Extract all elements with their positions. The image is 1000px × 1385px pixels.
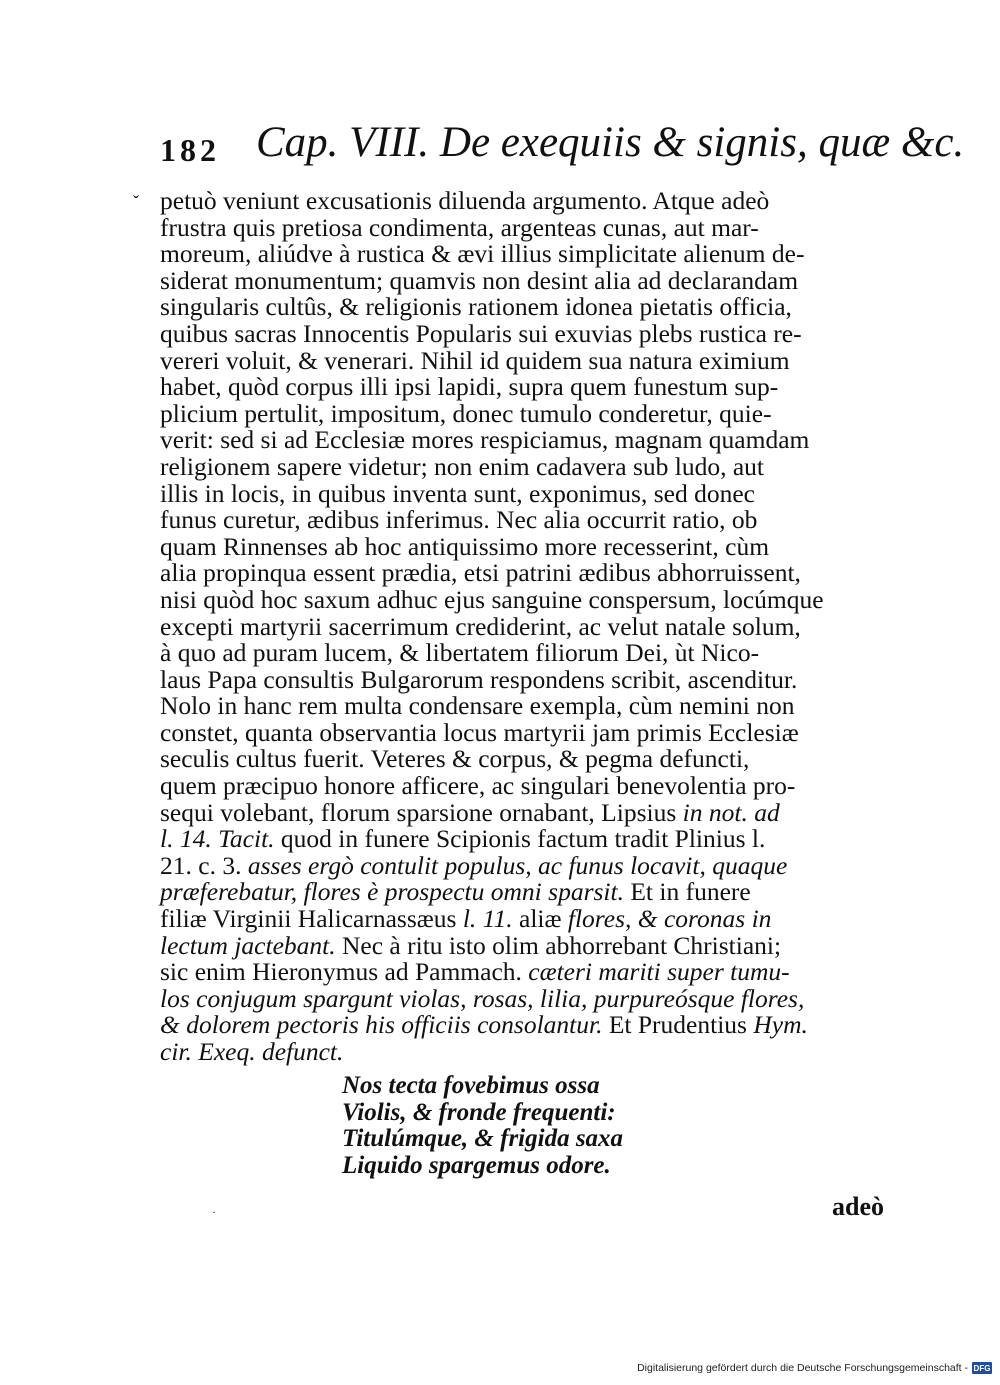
running-title: Cap. VIII. De exequiis & signis, quæ &c.	[256, 119, 965, 166]
text-line	[160, 664, 890, 694]
stray-mark: ·	[212, 1205, 216, 1219]
italic-segment: asses ergò contulit populus, ac funus locavit, quaque	[247, 850, 788, 880]
text-line	[160, 746, 890, 773]
page-number: 182	[160, 132, 220, 168]
text-segment: sic enim Hieronymus ad Pammach.	[160, 957, 529, 987]
text-line	[160, 930, 890, 960]
text-segment: seculis cultus fuerit. Veteres & corpus, & pegma defuncti,	[160, 744, 750, 774]
text-segment: quam Rinnenses ab hoc antiquissimo more recesserint, cùm	[160, 531, 770, 561]
body-text	[160, 188, 890, 1066]
italic-segment: lectum jactebant.	[160, 930, 336, 960]
text-segment: Nolo in hanc rem multa condensare exempla, cùm nemini non	[160, 691, 795, 721]
text-line	[160, 826, 890, 853]
verse-line: Liquido spargemus odore.	[342, 1151, 611, 1179]
digitization-footer	[637, 1361, 992, 1375]
text-segment: à quo ad puram lucem, & libertatem filiorum Dei, ùt Nico-	[160, 638, 760, 668]
text-line	[160, 1039, 890, 1066]
text-line	[160, 451, 890, 481]
text-line	[160, 879, 890, 906]
verse-line: Nos tecta fovebimus ossa	[342, 1072, 600, 1099]
text-line	[160, 478, 890, 508]
text-segment: excepti martyrii sacerrimum crediderint, ac velut natale solum,	[160, 611, 801, 641]
text-segment: religionem sapere videtur; non enim cadavera sub ludo, aut	[160, 451, 765, 481]
stray-mark: ˇ	[133, 192, 139, 212]
text-line	[160, 265, 890, 295]
verse-quotation	[342, 1073, 742, 1179]
italic-segment: l. 11.	[462, 904, 513, 934]
text-segment: siderat monumentum; quamvis non desint alia ad declarandam	[160, 265, 799, 295]
text-line	[160, 560, 890, 587]
italic-segment: cæteri mariti super tumu-	[528, 957, 790, 987]
text-segment: plicium pertulit, impositum, donec tumulo conderetur, quie-	[160, 398, 772, 428]
text-line	[160, 983, 890, 1013]
text-segment: quibus sacras Innocentis Popularis sui exuvias plebs rustica re-	[160, 318, 802, 348]
italic-segment: Hym.	[753, 1010, 808, 1040]
text-line	[160, 188, 890, 215]
text-segment: singularis cultûs, & religionis rationem idonea pietatis officia,	[160, 292, 792, 322]
text-line	[160, 318, 890, 348]
italic-segment: in not. ad	[682, 797, 780, 827]
text-line	[160, 1012, 890, 1039]
text-line	[160, 427, 890, 454]
text-segment: constet, quanta observantia locus martyrii jam primis Ecclesiæ	[160, 717, 799, 747]
text-line	[160, 693, 890, 720]
text-segment: Nec à ritu isto olim abhorrebant Christiani;	[335, 930, 782, 960]
text-line	[160, 374, 890, 401]
text-segment: frustra quis pretiosa condimenta, argenteas cunas, aut mar-	[160, 212, 759, 242]
text-segment: vereri voluit, & venerari. Nihil id quidem sua natura eximium	[160, 345, 790, 375]
text-line	[160, 212, 890, 242]
italic-segment: præferebatur, flores è prospectu omni sparsit.	[160, 877, 624, 907]
text-segment: laus Papa consultis Bulgarorum respondens scribit, ascenditur.	[160, 664, 798, 694]
italic-segment: cir. Exeq. defunct.	[160, 1037, 344, 1066]
verse-line: Titulúmque, & frigida saxa	[342, 1125, 624, 1153]
text-line	[160, 294, 890, 321]
text-line	[160, 797, 890, 827]
text-line	[160, 959, 890, 986]
text-line	[160, 640, 890, 667]
text-segment: illis in locis, in quibus inventa sunt, exponimus, sed donec	[160, 478, 755, 508]
text-line	[160, 531, 890, 561]
italic-segment: los conjugum spargunt violas, rosas, lilia, purpureósque flores,	[160, 983, 805, 1013]
text-line	[160, 717, 890, 747]
text-line	[160, 398, 890, 428]
text-line	[160, 906, 890, 933]
dfg-logo-icon: DFG	[973, 1363, 991, 1373]
text-segment: nisi quòd hoc saxum adhuc ejus sanguine conspersum, locúmque	[160, 584, 824, 614]
text-line	[160, 241, 890, 268]
text-line	[160, 507, 890, 534]
text-line	[160, 850, 890, 880]
catchword: adeò	[832, 1192, 884, 1221]
page-header	[160, 118, 965, 178]
text-segment: alia propinqua essent prædia, etsi patrini ædibus abhorruissent,	[160, 558, 801, 588]
text-segment: funus curetur, ædibus inferimus. Nec alia occurrit ratio, ob	[160, 505, 758, 535]
text-segment: quod in funere Scipionis factum tradit Plinius l.	[274, 824, 766, 854]
text-line	[160, 773, 890, 800]
text-segment: Et Prudentius	[602, 1010, 754, 1040]
text-segment: habet, quòd corpus illi ipsi lapidi, supra quem funestum sup-	[160, 372, 779, 402]
text-segment: moreum, aliúdve à rustica & ævi illius simplicitate alienum de-	[160, 239, 805, 269]
text-segment: aliæ	[512, 904, 568, 934]
text-line	[160, 611, 890, 641]
text-segment: 21. c. 3.	[160, 850, 248, 880]
text-segment: petuò veniunt excusationis diluenda argumento. Atque adeò	[160, 186, 770, 215]
italic-segment: & dolorem pectoris his officiis consolantur.	[160, 1010, 603, 1040]
footer-credit: Digitalisierung gefördert durch die Deutsche Forschungsgemeinschaft -	[637, 1362, 968, 1374]
text-segment: sequi volebant, florum sparsione ornabant, Lipsius	[160, 797, 683, 827]
italic-segment: l. 14. Tacit.	[160, 824, 275, 854]
text-line	[160, 584, 890, 614]
italic-segment: flores, & coronas in	[567, 904, 772, 934]
text-segment: verit: sed si ad Ecclesiæ mores respiciamus, magnam quamdam	[160, 425, 810, 455]
verse-line: Violis, & fronde frequenti:	[342, 1098, 616, 1126]
text-segment: Et in funere	[623, 877, 751, 907]
text-line	[160, 345, 890, 375]
text-segment: quem præcipuo honore afficere, ac singulari benevolentia pro-	[160, 771, 796, 801]
text-segment: filiæ Virginii Halicarnassæus	[160, 904, 463, 934]
